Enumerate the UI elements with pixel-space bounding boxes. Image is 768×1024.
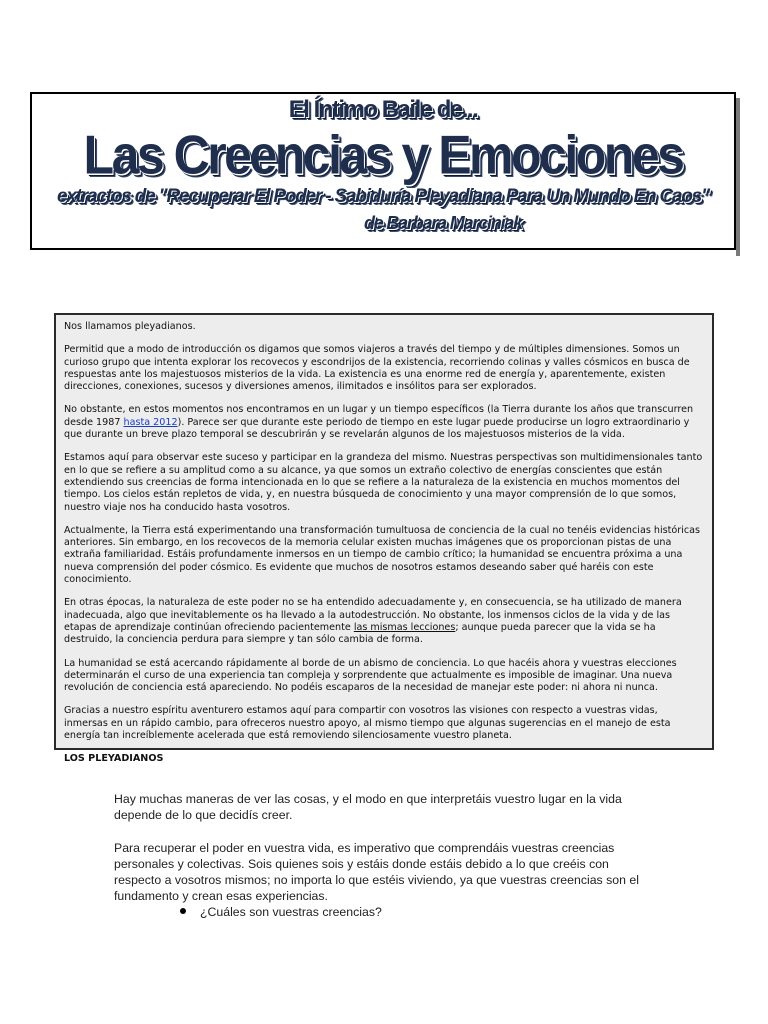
bullet-icon	[180, 908, 186, 914]
banner-extract-line: extractos de "Recuperar El Poder - Sabiduría Pleyadiana Para Un Mundo En Caos"	[57, 186, 709, 207]
message-text: No obstante, en estos momentos nos encontramos en un lugar y un tiempo específicos (la Tierra durante los años que transcurren desde 1987	[64, 404, 694, 428]
message-paragraph: Nos llamamos pleyadianos.	[64, 321, 196, 332]
message-signature: LOS PLEYADIANOS	[64, 753, 164, 765]
message-paragraph: Estamos aquí para observar este suceso y participar en la grandeza del mismo. Nuestras perspectivas son multidimensionales tanto en lo que se refiere a su amplitud como a su alcance, ya que somos un extraño colectivo de energías conscientes que están extendiendo sus creencias de forma intencionada en lo que se refiere a la naturaleza de la existencia en muchos momentos del tiempo. Los cielos están repletos de vida, y, en nuestra búsqueda de conocimiento y una mayor comprensión de lo que somos, nuestro viaje nos ha conducido hasta vosotros.	[64, 452, 703, 513]
body-paragraph: Hay muchas maneras de ver las cosas, y el modo en que interpretáis vuestro lugar en la vida depende de lo que decidís creer.	[114, 792, 622, 822]
hasta-2012-link[interactable]: hasta 2012	[123, 416, 178, 428]
message-paragraph: Actualmente, la Tierra está experimentando una transformación tumultuosa de conciencia de la cual no tenéis evidencias históricas anteriores. Sin embargo, en los recovecos de la memoria celular existen muchas imágenes que os proporcionan pistas de una extraña familiaridad. Estáis profundamente inmersos en un tiempo de cambio crítico; la humanidad se encuentra próxima a una nueva comprensión del poder cósmico. Es evidente que muchos de nosotros estamos deseando saber qué haréis con este conocimiento.	[64, 524, 701, 586]
banner-title: Las Creencias y Emociones	[83, 124, 683, 186]
banner-author: de Barbara Marciniak	[363, 213, 523, 233]
underlined-phrase: las mismas lecciones	[353, 621, 456, 633]
title-banner	[30, 92, 736, 250]
message-paragraph: Gracias a nuestro espíritu aventurero estamos aquí para compartir con vosotros las visiones con respecto a vuestras vidas, inmersas en un rápido cambio, para ofreceros nuestro apoyo, al mismo tiempo que algunas sugerencias en el manejo de esta energía tan increíblemente acelerada que está removiendo silenciosamente vuestro planeta.	[64, 705, 671, 742]
message-paragraph	[64, 404, 704, 441]
message-paragraph	[64, 597, 704, 646]
body-paragraph: Para recuperar el poder en vuestra vida, es imperativo que comprendáis vuestras creencias personales y colectivas. Sois quienes sois y estáis donde estáis debido a lo que creéis con respecto a vosotros mismos; no importa lo que estéis viviendo, ya que vuestras creencias son el fundamento y crean esas experiencias.	[114, 841, 639, 903]
message-text: ). Parece ser que durante este periodo de tiempo en este lugar puede producirse un logro extraordinario y que durante un breve plazo temporal se descubrirán y se revelarán algunos de los majestuosos misterios de la vida.	[64, 416, 690, 441]
message-text: En otras épocas, la naturaleza de este poder no se ha entendido adecuadamente y, en consecuencia, se ha utilizado de manera inadecuada, algo que inevitablemente os ha llevado a la autodestrucción. No obstante, los inmensos ciclos de la vida y de las etapas de aprendizaje continúan ofreciendo pacientemente	[64, 597, 682, 633]
message-paragraph: Permitid que a modo de introducción os digamos que somos viajeros a través del tiempo y de múltiples dimensiones. Somos un curioso grupo que intenta explorar los recovecos y escondrijos de la existencia, recorriendo colinas y valles cósmicos en busca de respuestas ante los majestuosos misterios de la vida. La existencia es una enorme red de energía y, aparentemente, existen direcciones, conexiones, sucesos y diversiones amenos, ilimitados e insólitos para ser explorados.	[64, 344, 690, 393]
pleiadian-message-box	[54, 313, 714, 765]
bullet-item	[180, 905, 382, 919]
banner-subtitle: El Íntimo Baile de...	[288, 96, 478, 123]
message-text: ; aunque pueda parecer que la vida se ha destruido, la conciencia perdura para siempre y tan sólo cambia de forma.	[64, 621, 656, 646]
bullet-text: ¿Cuáles son vuestras creencias?	[200, 905, 382, 919]
message-paragraph: La humanidad se está acercando rápidamente al borde de un abismo de conciencia. Lo que hacéis ahora y vuestras elecciones determinarán el curso de una experiencia tan compleja y sorprendente que actualmente es imposible de imaginar. Una nueva revolución de conciencia está apareciendo. No podéis escaparos de la necesidad de manejar este poder: ni ahora ni nunca.	[64, 657, 677, 694]
